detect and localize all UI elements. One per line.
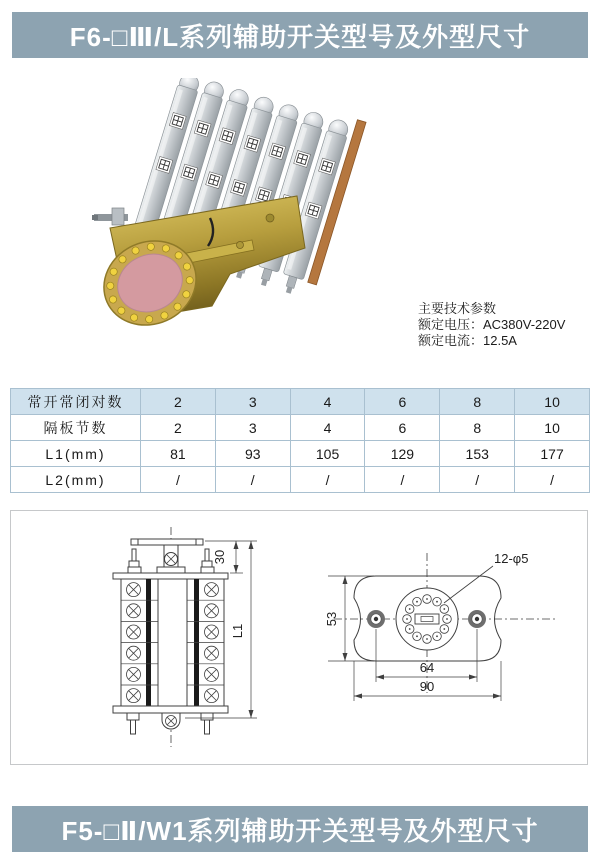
table-cell: 常开常闭对数 — [11, 389, 141, 415]
table-cell: / — [515, 467, 590, 493]
table-cell: 105 — [290, 441, 365, 467]
dim-64-label: 64 — [419, 660, 435, 675]
spec-current: 额定电流：12.5A — [418, 333, 517, 348]
dim-l1-label: L1 — [230, 623, 245, 639]
end-view-drawing — [324, 551, 556, 701]
table-row — [11, 441, 590, 467]
table-cell: / — [440, 467, 515, 493]
table-cell: 3 — [215, 415, 290, 441]
footer-title: F5-□Ⅱ/W1系列辅助开关型号及外型尺寸 — [61, 815, 539, 846]
table-cell: 177 — [515, 441, 590, 467]
table-cell: 3 — [215, 389, 290, 415]
page-title-bar — [12, 12, 588, 58]
footer-title-bar — [12, 806, 588, 852]
table-cell: 隔板节数 — [11, 415, 141, 441]
table-cell: 8 — [440, 389, 515, 415]
table-cell: / — [141, 467, 216, 493]
outline-drawings — [11, 511, 587, 762]
table-cell: L1(mm) — [11, 441, 141, 467]
table-row — [11, 415, 590, 441]
dim-53-label: 53 — [324, 611, 339, 627]
table-cell: 2 — [141, 389, 216, 415]
spec-voltage: 额定电压：AC380V-220V — [418, 317, 566, 332]
table-cell: 81 — [141, 441, 216, 467]
dimension-table-wrap — [10, 388, 590, 493]
tech-specs — [418, 301, 565, 349]
table-cell: 2 — [141, 415, 216, 441]
table-cell: L2(mm) — [11, 467, 141, 493]
table-cell: / — [365, 467, 440, 493]
outline-drawing-box — [10, 510, 588, 765]
table-cell: 10 — [515, 415, 590, 441]
holes-callout-label: 12-φ5 — [494, 551, 529, 566]
specs-heading: 主要技术参数 — [418, 301, 497, 316]
table-cell: 8 — [440, 415, 515, 441]
table-row — [11, 467, 590, 493]
product-photo — [92, 78, 388, 330]
dimension-table — [10, 388, 590, 493]
table-cell: 4 — [290, 389, 365, 415]
table-cell: 6 — [365, 415, 440, 441]
table-cell: 93 — [215, 441, 290, 467]
table-cell: / — [290, 467, 365, 493]
table-cell: 6 — [365, 389, 440, 415]
table-cell: / — [215, 467, 290, 493]
page-title: F6-□Ⅲ/L系列辅助开关型号及外型尺寸 — [69, 21, 531, 52]
table-cell: 4 — [290, 415, 365, 441]
table-cell: 10 — [515, 389, 590, 415]
table-cell: 153 — [440, 441, 515, 467]
front-view-drawing — [113, 527, 257, 747]
table-cell: 129 — [365, 441, 440, 467]
dim-90-label: 90 — [419, 679, 435, 694]
dim-30-label: 30 — [212, 549, 227, 565]
table-header-row — [11, 389, 590, 415]
